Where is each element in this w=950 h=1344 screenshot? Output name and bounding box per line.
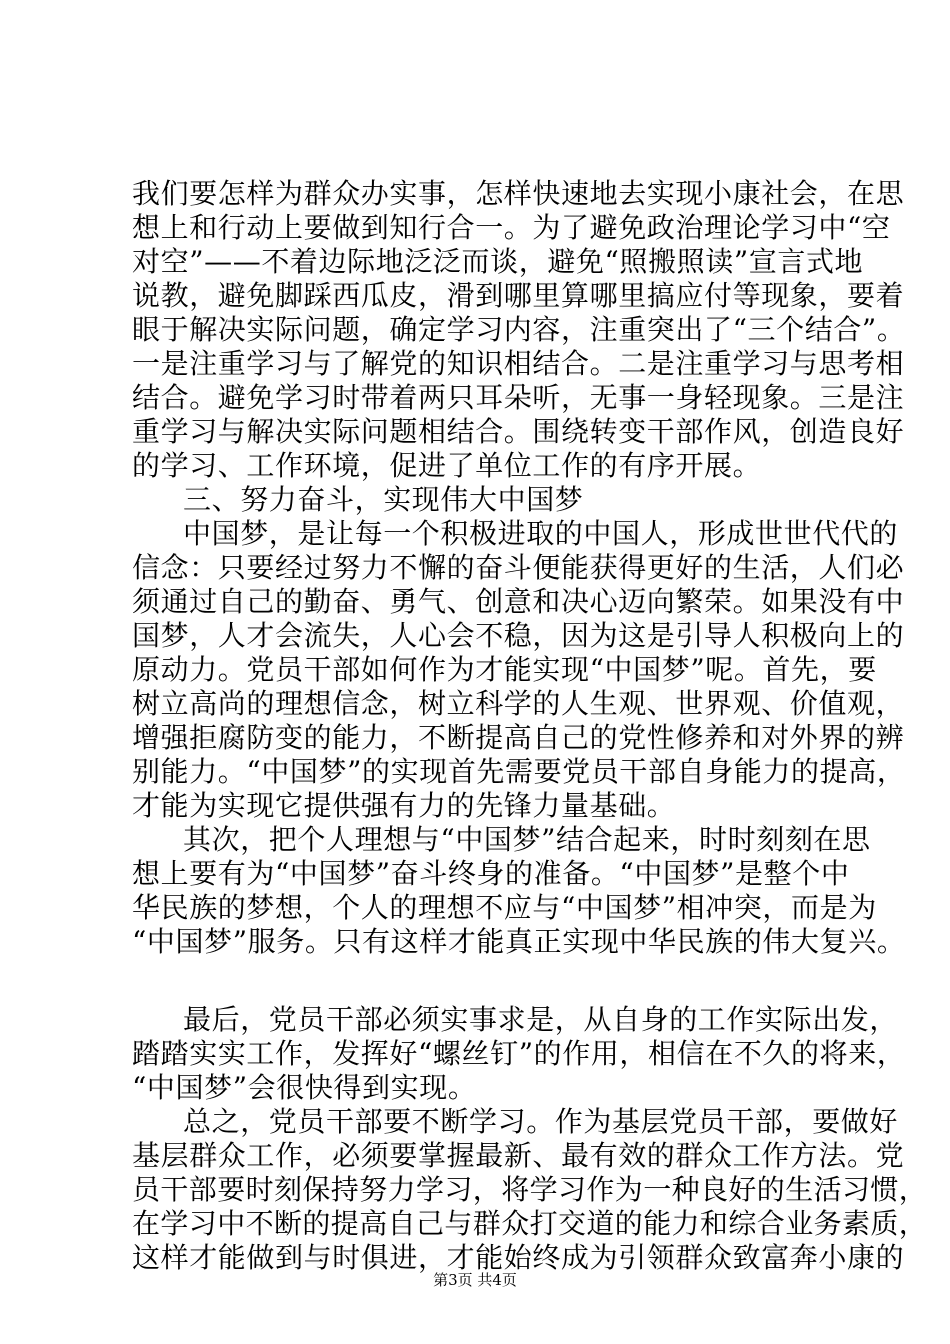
paragraph-line: “中国梦”会很快得到实现。 — [132, 1071, 477, 1104]
paragraph-line: 中国梦，是让每一个积极进取的中国人，形成世世代代的 — [183, 517, 899, 550]
paragraph-line: 对空”——不着边际地泛泛而谈，避免“照搬照读”宣言式地 — [132, 245, 864, 278]
paragraph-line: 华民族的梦想，个人的理想不应与“中国梦”相冲突，而是为 — [132, 891, 877, 924]
paragraph-line: 增强拒腐防变的能力，不断提高自己的党性修养和对外界的辨 — [132, 721, 905, 754]
paragraph-line: 其次，把个人理想与“中国梦”结合起来，时时刻刻在思 — [183, 823, 871, 856]
paragraph-line: 在学习中不断的提高自己与群众打交道的能力和综合业务素质， — [132, 1207, 928, 1240]
page-number-footer: 第3页 共4页 — [433, 1271, 517, 1289]
paragraph-line: 最后，党员干部必须实事求是，从自身的工作实际出发， — [183, 1003, 899, 1036]
paragraph-line: 信念：只要经过努力不懈的奋斗便能获得更好的生活，人们必 — [132, 551, 905, 584]
paragraph-line: “中国梦”服务。只有这样才能真正实现中华民族的伟大复兴。 — [132, 925, 906, 958]
paragraph-line: 的学习、工作环境，促进了单位工作的有序开展。 — [132, 449, 762, 482]
paragraph-line: 国梦，人才会流失，人心会不稳，因为这是引导人积极向上的 — [132, 619, 905, 652]
paragraph-line: 一是注重学习与了解党的知识相结合。二是注重学习与思考相 — [132, 347, 905, 380]
paragraph-line: 结合。避免学习时带着两只耳朵听，无事一身轻现象。三是注 — [132, 381, 905, 414]
paragraph-line: 想上和行动上要做到知行合一。为了避免政治理论学习中“空 — [132, 211, 891, 244]
paragraph-line: 重学习与解决实际问题相结合。围绕转变干部作风，创造良好 — [132, 415, 905, 448]
paragraph-line: 想上要有为“中国梦”奋斗终身的准备。“中国梦”是整个中 — [132, 857, 850, 890]
paragraph-line: 说教，避免脚踩西瓜皮，滑到哪里算哪里搞应付等现象，要着 — [132, 279, 905, 312]
paragraph-line: 总之，党员干部要不断学习。作为基层党员干部，要做好 — [183, 1105, 899, 1138]
paragraph-line: 基层群众工作，必须要掌握最新、最有效的群众工作方法。党 — [132, 1139, 905, 1172]
paragraph-line: 别能力。“中国梦”的实现首先需要党员干部自身能力的提高， — [132, 755, 906, 788]
paragraph-line: 这样才能做到与时俱进，才能始终成为引领群众致富奔小康的 — [132, 1241, 905, 1274]
paragraph-line: 我们要怎样为群众办实事，怎样快速地去实现小康社会，在思 — [132, 177, 905, 210]
paragraph-line: 员干部要时刻保持努力学习，将学习作为一种良好的生活习惯， — [132, 1173, 928, 1206]
paragraph-line: 踏踏实实工作，发挥好“螺丝钉”的作用，相信在不久的将来， — [132, 1037, 906, 1070]
paragraph-line: 须通过自己的勤奋、勇气、创意和决心迈向繁荣。如果没有中 — [132, 585, 905, 618]
section-heading: 三、努力奋斗，实现伟大中国梦 — [183, 483, 584, 516]
paragraph-line: 树立高尚的理想信念，树立科学的人生观、世界观、价值观， — [132, 687, 905, 720]
paragraph-line: 眼于解决实际问题，确定学习内容，注重突出了“三个结合”。 — [132, 313, 906, 346]
paragraph-line: 才能为实现它提供强有力的先锋力量基础。 — [132, 789, 676, 822]
paragraph-line: 原动力。党员干部如何作为才能实现“中国梦”呢。首先，要 — [132, 653, 877, 686]
